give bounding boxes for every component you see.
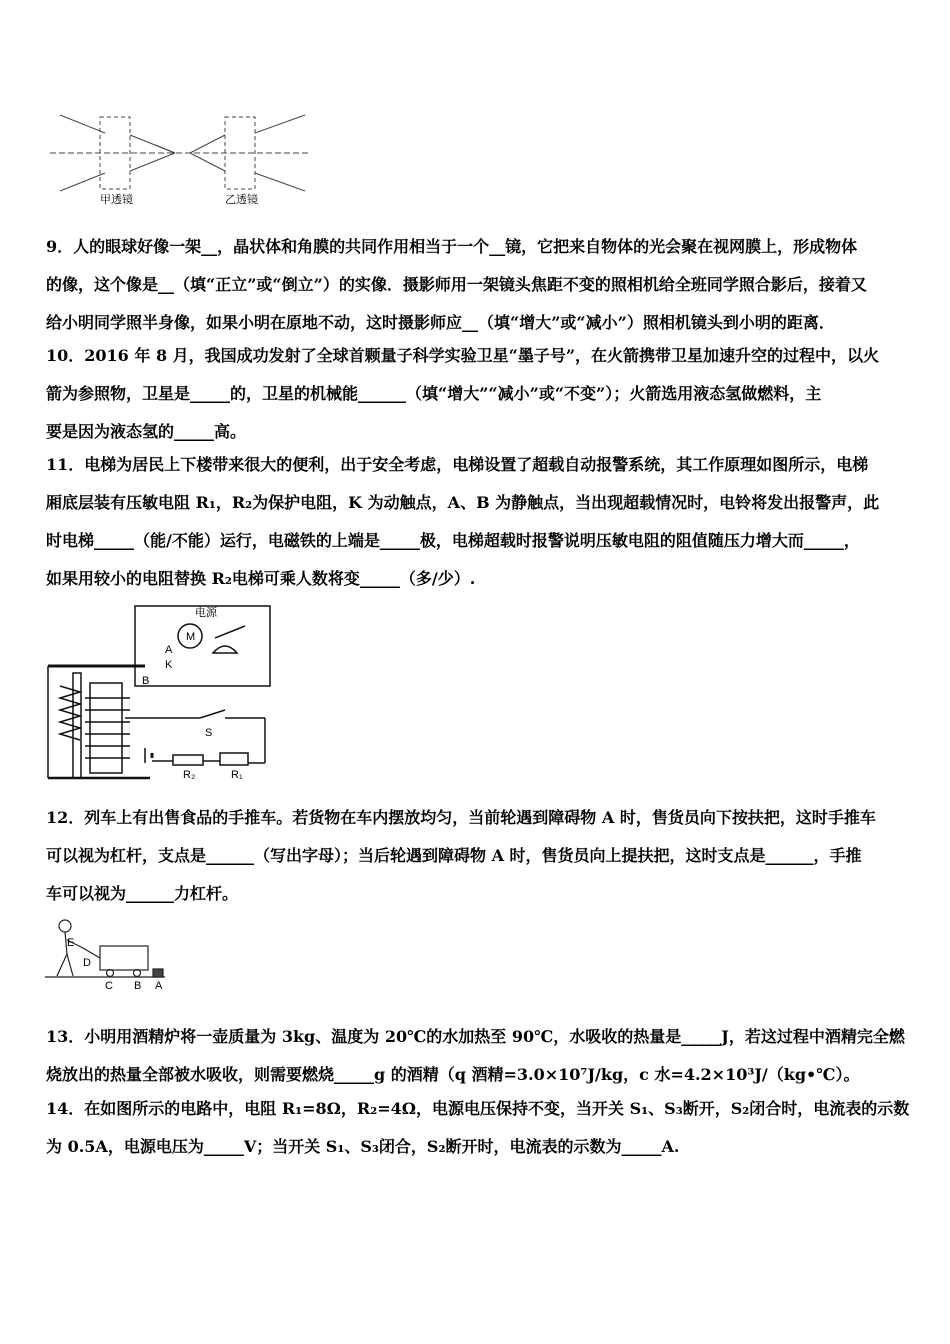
q9-line-2: 的像，这个像是__（填“正立”或“倒立”）的实像．摄影师用一架镜头焦距不变的照相机给全班同学照合影后，接着又 bbox=[46, 275, 867, 294]
question-9 bbox=[46, 228, 908, 342]
lens-label-left: 甲透镜 bbox=[100, 194, 133, 206]
contact-k-label: K bbox=[165, 659, 173, 671]
resistor-r1 bbox=[220, 753, 248, 765]
cart-body bbox=[100, 946, 148, 970]
lens-diagram bbox=[50, 105, 320, 215]
person-head bbox=[59, 920, 71, 932]
power-label: 电源 bbox=[195, 607, 217, 619]
point-d-label: D bbox=[83, 957, 91, 969]
point-b-label: B bbox=[134, 980, 142, 992]
ray bbox=[190, 153, 225, 171]
elevator-circuit-diagram bbox=[45, 598, 275, 783]
q9-line-3: 给小明同学照半身像，如果小明在原地不动，这时摄影师应__（填“增大”或“减小”）照相机镜头到小明的距离． bbox=[46, 313, 835, 332]
obstacle-a bbox=[153, 969, 163, 977]
ray bbox=[60, 115, 105, 133]
contact-a-label: A bbox=[165, 644, 173, 656]
question-13 bbox=[46, 1018, 908, 1094]
q12-line-2: 可以视为杠杆，支点是______（写出字母）；当后轮遇到障碍物 A 时，售货员向上提扶把，这时支点是______，手推 bbox=[46, 846, 862, 865]
q12-line-3: 车可以视为______力杠杆。 bbox=[46, 884, 239, 903]
resistor-r2 bbox=[173, 755, 203, 765]
r1-label: R₁ bbox=[231, 769, 243, 781]
bell-switch bbox=[215, 626, 245, 638]
q9-line-1: 9．人的眼球好像一架__，晶状体和角膜的共同作用相当于一个__镜，它把来自物体的光会聚在视网膜上，形成物体 bbox=[46, 237, 858, 256]
cart-lever-diagram bbox=[45, 918, 180, 993]
ray bbox=[60, 173, 105, 191]
question-14 bbox=[46, 1090, 908, 1166]
question-12 bbox=[46, 799, 908, 913]
switch-s-label: S bbox=[205, 727, 213, 739]
q10-line-1: 10．2016 年 8 月，我国成功发射了全球首颗量子科学实验卫星“墨子号”，在火箭携带卫星加速升空的过程中，以火 bbox=[46, 346, 880, 365]
r2-label: R₂ bbox=[183, 769, 196, 781]
q10-line-3: 要是因为液态氢的_____高。 bbox=[46, 422, 247, 441]
q11-line-4: 如果用较小的电阻替换 R₂电梯可乘人数将变_____（多/少）. bbox=[46, 569, 476, 588]
point-a-label: A bbox=[155, 980, 163, 992]
ray bbox=[255, 173, 305, 191]
question-11 bbox=[46, 446, 908, 598]
q11-line-1: 11．电梯为居民上下楼带来很大的便利，出于安全考虑，电梯设置了超载自动报警系统，其工作原理如图所示，电梯 bbox=[46, 455, 869, 474]
electromagnet-core bbox=[90, 683, 122, 773]
q14-line-1: 14．在如图所示的电路中，电阻 R₁=8Ω，R₂=4Ω，电源电压保持不变，当开关 S₁、S₃断开，S₂闭合时，电流表的示数 bbox=[46, 1099, 910, 1118]
ray bbox=[255, 115, 305, 133]
q13-line-1: 13．小明用酒精炉将一壶质量为 3kg、温度为 20℃的水加热至 90℃，水吸收的热量是_____J，若这过程中酒精完全燃 bbox=[46, 1027, 905, 1046]
q12-line-1: 12．列车上有出售食品的手推车。若货物在车内摆放均匀，当前轮遇到障碍物 A 时，售货员向下按扶把，这时手推车 bbox=[46, 808, 876, 827]
q13-line-2: 烧放出的热量全部被水吸收，则需要燃烧_____g 的酒精（q 酒精=3.0×10⁷J/kg，c 水=4.2×10³J/（kg•℃）。 bbox=[46, 1065, 860, 1084]
point-e-label: E bbox=[67, 937, 75, 949]
lens-label-right: 乙透镜 bbox=[225, 194, 258, 206]
q11-line-2: 厢底层装有压敏电阻 R₁，R₂为保护电阻，K 为动触点，A、B 为静触点，当出现超载情况时，电铃将发出报警声，此 bbox=[46, 493, 880, 512]
q11-line-3: 时电梯_____（能/不能）运行，电磁铁的上端是_____极，电梯超载时报警说明压敏电阻的阻值随压力增大而_____， bbox=[46, 531, 860, 550]
spring bbox=[60, 686, 80, 740]
electromagnet-coil bbox=[85, 698, 130, 758]
point-c-label: C bbox=[105, 980, 113, 992]
motor-label: M bbox=[186, 631, 196, 643]
ray bbox=[130, 153, 175, 171]
ray-arrow bbox=[155, 145, 175, 153]
ray bbox=[190, 135, 225, 153]
switch-s bbox=[200, 710, 225, 718]
contact-b-label: B bbox=[142, 675, 150, 687]
question-10 bbox=[46, 337, 908, 451]
q10-line-2: 箭为参照物，卫星是_____的，卫星的机械能______（填“增大”“减小”或“不变”）；火箭选用液态氢做燃料，主 bbox=[46, 384, 822, 403]
q14-line-2: 为 0.5A，电源电压为_____V；当开关 S₁、S₃闭合，S₂断开时，电流表的示数为_____A. bbox=[46, 1137, 680, 1156]
bell bbox=[213, 646, 237, 653]
